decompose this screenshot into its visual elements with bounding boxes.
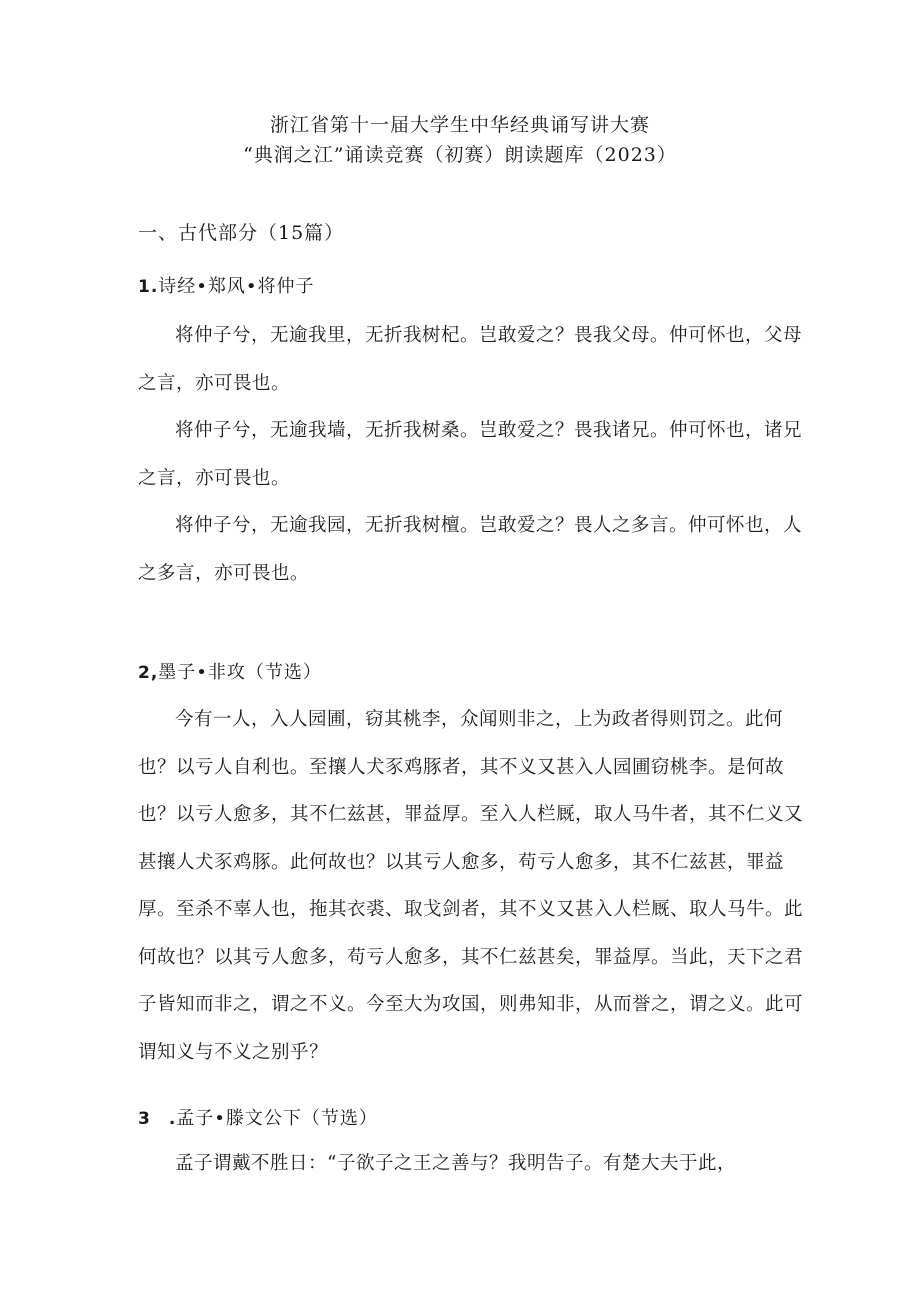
piece-heading-3 (138, 1104, 378, 1130)
piece-heading-2 (138, 658, 322, 684)
piece-heading-1 (138, 272, 315, 298)
paragraph: 将仲子兮，无逾我里，无折我树杞。岂敢爱之？畏我父母。仲可怀也，父母之言，亦可畏也。 (138, 325, 803, 394)
paragraph: 将仲子兮，无逾我园，无折我树檀。岂敢爱之？畏人之多言。仲可怀也，人之多言，亦可畏也。 (138, 515, 803, 584)
paragraph: 将仲子兮，无逾我墙，无折我树桑。岂敢爱之？畏我诸兄。仲可怀也，诸兄之言，亦可畏也。 (138, 420, 803, 489)
piece-title: 诗经•郑风•将仲子 (158, 276, 315, 297)
piece-number: 1. (138, 277, 159, 297)
section-heading-ancient: 一、古代部分（15篇） (138, 222, 345, 244)
title-line-1: 浙江省第十一届大学生中华经典诵写讲大赛 (269, 114, 650, 136)
document-title (0, 110, 920, 170)
piece-title: 墨子•非攻（节选） (158, 662, 322, 683)
piece-number: 2, (138, 663, 159, 683)
piece-title: 孟子•滕文公下（节选） (176, 1108, 378, 1129)
piece-number: 3 . (138, 1109, 177, 1129)
paragraph: 今有一人，入人园圃，窃其桃李，众闻则非之，上为政者得则罚之。此何也？以亏人自利也。至攘人犬豕鸡豚者，其不义又甚入人园圃窃桃李。是何故也？以亏人愈多，其不仁兹甚，罪益厚。至入人栏厩，取人马牛者，其不仁义又甚攘人犬豕鸡豚。此何故也？以其亏人愈多，苟亏人愈多，其不仁兹甚，罪益厚。至杀不辜人也，拖其衣裘、取戈剑者，其不义又甚入人栏厩、取人马牛。此何故也？以其亏人愈多，苟亏人愈多，其不仁兹甚矣，罪益厚。当此，天下之君子皆知而非之，谓之不义。今至大为攻国，则弗知非，从而誉之，谓之义。此可谓知义与不义之别乎？ (138, 709, 804, 1063)
title-line-2: “典润之江”诵读竞赛（初赛）朗读题库（2023） (243, 144, 677, 166)
paragraph: 孟子谓戴不胜日：“子欲子之王之善与？我明告子。有楚大夫于此， (175, 1153, 736, 1174)
